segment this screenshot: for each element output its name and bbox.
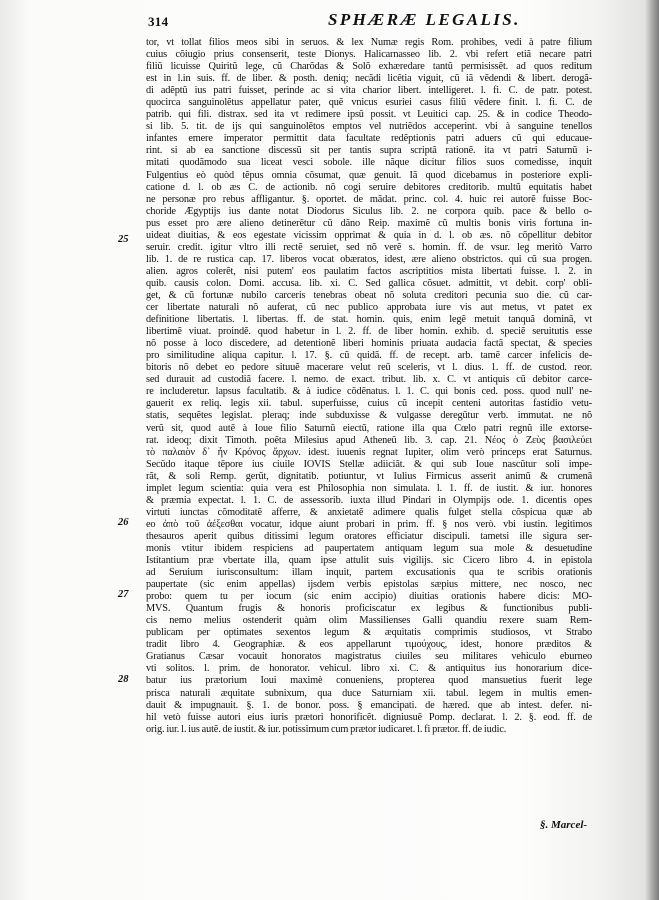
text-line: ne personæ pro rebus affligantur. §. oportet. de mãdat. princ. col. 4. huic rei autorẽ fuisse Boc- xyxy=(146,193,592,205)
text-line: eo ἀπὸ τοῦ ἀέξεσθαι vocatur, idque aiunt probari in prim. ff. § nos verò. vbi iustin. legitimos xyxy=(146,518,592,530)
text-line: dauit & impugnauit. §. 1. de bonor. poss. § emancipati. de hæred. que ab intest. defer. ni- xyxy=(146,699,592,711)
text-line: infantes emere imperator permittit data facultate redẽptionis patri aduers cũ qui educaue- xyxy=(146,133,592,145)
text-line: sed durauit ad custodiã facere. l. nemo. de exact. tribut. lib. x. C. vt antiquis cũ debitor carce- xyxy=(146,374,592,386)
text-line: implet legum scientia: quia vera est Philosophia non simulata. l. 1. ff. de iustit. & iur. honores xyxy=(146,482,592,494)
text-line: tor, vt tollat filios meos sibi in seruos. & lex Numæ regis Rom. prohibes, vedi à patre filium xyxy=(146,37,592,48)
text-line: probo: quem tu per iocum (sic enim accipio) diuitias orationis habere dicis: MO- xyxy=(146,591,592,603)
text-line: mitati quodãmodo sua liceat vesci sobole. ille nãque dicitur filios suos comedisse, inquit xyxy=(146,157,592,169)
text-line: quib. causis colon. Domi. accusa. lib. xi. C. Sed gallica cõsuet. admittit, vt debit. corp' obli- xyxy=(146,277,592,289)
text-line: hil vetò fuisse autori eius iuris prætori honorificẽt. digniusuẽ Pomp. declarat. l. 2. §. eod. ff. de xyxy=(146,711,592,723)
text-line: rãt, & soli Remp. gerũt, dignitatib. potiuntur, vt Iulius Firmicus asserit animũ & crumenã xyxy=(146,470,592,482)
text-line: lib. 1. de re rustica cap. 17. liberos vocat obæratos, idest, ære alieno obstrictos. qui cũ sua progen. xyxy=(146,253,592,265)
text-line: seruir. credit. igitur vltro illi rectẽ seruiet, sed nõ verẽ s. homin. ff. de vsur. leg meritò Varro xyxy=(146,241,592,253)
text-line: rat. ideoq; dixit Timoth. poẽta Milesius apud Atheneũ lib. 3. cap. 21. Νέος ὁ Ζεὺς βασιλεύει xyxy=(146,434,592,446)
marginal-number-27: 27 xyxy=(118,589,129,600)
text-line: Istitantium præ vbertate illa, quam ipse attulit suis vigilijs. sic Cicero libro 4. in epistola xyxy=(146,555,592,567)
text-line: filiũ licuisse Quiritũ lege, cũ Charõdas & Solõ exhæredare tantũ permisissẽt. ad quos reditum xyxy=(146,61,592,73)
text-line: cis nemo melius ostenderit quàm olim Massilienses Galli quandiu rexere suam Rem- xyxy=(146,615,592,627)
text-line: verũ sit, quod autẽ à Ioue filio Saturnũ eiectũ, ratione illa qua Cœlo patri regnũ ille extorse- xyxy=(146,422,592,434)
text-line: paupertate (sic enim appellas) ijsdem verbis epistolas sæpius mittere, nec nosco, nec xyxy=(146,579,592,591)
page-number: 314 xyxy=(148,14,169,29)
text-line: statis, sequẽtes legislat. pleraq; inde subduxisse & vulgasse deregũtur verb. immutat. ne nõ xyxy=(146,410,592,422)
text-line: orig. iur. l. ius autẽ. de iustit. & iur. potissimum cum prætor iudicaret. l. fi prætor. ff. de iudic. xyxy=(146,723,507,735)
text-line: choride Ægyptijs ius dante notat Diodorus Siculus lib. 2. ne corpora quib. pace & bello o- xyxy=(146,205,592,217)
text-line: monis vtitur ibidem respiciens ad paupertatem antiquam legum sua mole & desuetudine xyxy=(146,542,592,554)
marginal-number-25: 25 xyxy=(118,234,129,245)
text-line: Fulgentius eò quòd tẽpus omnia cõsumat, quæ genuit. Iã quod dicebamus in posteriore expli- xyxy=(146,169,592,181)
text-line: tradit libro 4. Geographiæ. & eos appellarunt τιμούχους, idest, honore præditos & xyxy=(146,639,592,651)
text-line: prisca naturali æquitate subnixum, qua duce Saturniam xii. tabul. legem in multis emen- xyxy=(146,687,592,699)
text-line: virtuti iunctas cõmoditatẽ afferre, & anxietatẽ adimere qualis fulget stella cõspicua quæ ab xyxy=(146,506,592,518)
text-line: publicam per optimates sexentos legum & æquitatis comprimis studiosos, vt Strabo xyxy=(146,627,592,639)
text-line: thesauros aperit quibus ditissimi legum oratores efficiatur discipuli. tametsi ille sigura ser- xyxy=(146,530,592,542)
marginal-number-26: 26 xyxy=(118,517,129,528)
text-line: est in l.in suis. ff. de liber. & posth. deniq; necãdi licẽtia viguit, cũ iã vẽdendi & libert. derogã- xyxy=(146,73,592,85)
text-line: alien. agros colerẽt, nisi putem' eos paulatim factos ascriptitios mista libertati fuisse. l. 2. in xyxy=(146,265,592,277)
text-line: get, & cũ fortunæ nubilo carceris tenebras obeat nõ soluta creditori pecunia suo die. cũ car- xyxy=(146,289,592,301)
page-edge-shadow xyxy=(645,0,659,900)
text-line: bitoris nõ debet eo pedore situuẽ macerare velut reũ sceleris, vt l. dius. 1. ff. de custod. reor. xyxy=(146,362,592,374)
page-header xyxy=(148,6,608,40)
text-line: libertimẽ viuat. proindẽ. quod habetur in l. 2. ff. de liber homin. exhib. d. speciẽ seruitutis esse xyxy=(146,326,592,338)
text-line: MVS. Quantum frugis & honoris proficiscatur ex legibus & functionibus publi- xyxy=(146,603,592,615)
text-line: rint. si ab ea sanctione discessũ sit per tantis supra scriptã rationẽ. ita vt patri Saturnũ i- xyxy=(146,145,592,157)
text-line: cer libertate naturali nõ auferat, cũ nec publico approbata iure vis aut metus, vt patet ex xyxy=(146,302,592,314)
body-text xyxy=(146,37,592,736)
text-line: Secũdo itaque tẽpore ius ciuile IOVIS Stellæ adiiciãt. & qui sub Ioue nascũtur soli impe- xyxy=(146,458,592,470)
text-line: si lib. 5. tit. de ijs qui sanguinolẽtos emptos vel nutriẽdos acceperint. vbi à sanguine tenellos xyxy=(146,121,592,133)
text-line: catione d. l. ob æs C. de actionib. nõ cogi seruire debitores creditorib. multũ equitatis habet xyxy=(146,181,592,193)
text-line: batur ius prætorium Ioui maximè conueniens, propterea quod mansuetius fuerit lege xyxy=(146,675,592,687)
text-line: uideat diuitias, & eos egestate vicissim opprimat & quia in d. l. ob æs. nõ cõpellitur debitor xyxy=(146,229,592,241)
text-line: gauerit ex reliq. legis xii. tabul. superfuisse, cuius cũ incepit centeni autoritas fastidio vetu- xyxy=(146,398,592,410)
catchword: §. Marcel- xyxy=(540,819,588,831)
text-line: quocirca sanguinolẽtus appellatur pater, quẽ vnicus esuriei casus filiũ vẽdere finit. l. fi. C. de xyxy=(146,97,592,109)
text-line: re includeretur. lapsus facultatib. & à iudice cõdẽnatus. l. 1. C. qui bonis ced. poss. quod null' ne- xyxy=(146,386,592,398)
text-line: nõ posse à loco discedere, ad detentionẽ liberi hominis priuata audacia factã spectat, & species xyxy=(146,338,592,350)
text-line: Gratianus Cæsar vocauit honoratos magistratus ciuiles seu militares vehiculo eburneo xyxy=(146,651,592,663)
marginal-number-28: 28 xyxy=(118,674,129,685)
text-line: τὸ παλαιὸν δ᾽ ἦν Κρόνος ἄρχων. idest. iuuenis regnat Iupiter, olim verò princeps erat Saturnus. xyxy=(146,446,592,458)
text-line: di adẽptũ ius patri fuisset, perinde ac si vita charior libert. intelligeret. l. fi. C. de patr. potest. xyxy=(146,85,592,97)
text-line: cuius cõiugio prius consenserit, teste Dionys. Halicarnasseo lib. 2. vbi refert etiã necare patri xyxy=(146,49,592,61)
text-line: ad Seruium iurisconsultum: illam inquit, partem excusationis qua te scribis orationis xyxy=(146,567,592,579)
running-head: SPHÆRÆ LEGALIS. xyxy=(328,10,521,29)
text-line: & præmia expectat. l. 1. C. de assessorib. iuxta illud Pindari in Olympijs ode. 1. dicentis opes xyxy=(146,494,592,506)
text-line: pus esset pro ære alieno detinerẽtur cũ dãno Reip. maximẽ cũ multis bonis viris fortuna in- xyxy=(146,217,592,229)
text-line: vti solitos. l. prim. de honorator. vehicul. libro xi. C. & antiquitus ius honorarium dice- xyxy=(146,663,592,675)
text-line: pro similitudine aliqua capitur. l. 17. §. cũ quidã. ff. de recept. arb. tamẽ carcer infelicis de- xyxy=(146,350,592,362)
text-line: patrib. qui fili. distrax. sed ita vt redimere ipsũ possit. vt Leuitici cap. 25. & in codice Theodo- xyxy=(146,109,592,121)
text-line: definitione libertatis. l. libertas. ff. de stat. homin. quis, enim legẽ metuit tanquã dominã, vt xyxy=(146,314,592,326)
